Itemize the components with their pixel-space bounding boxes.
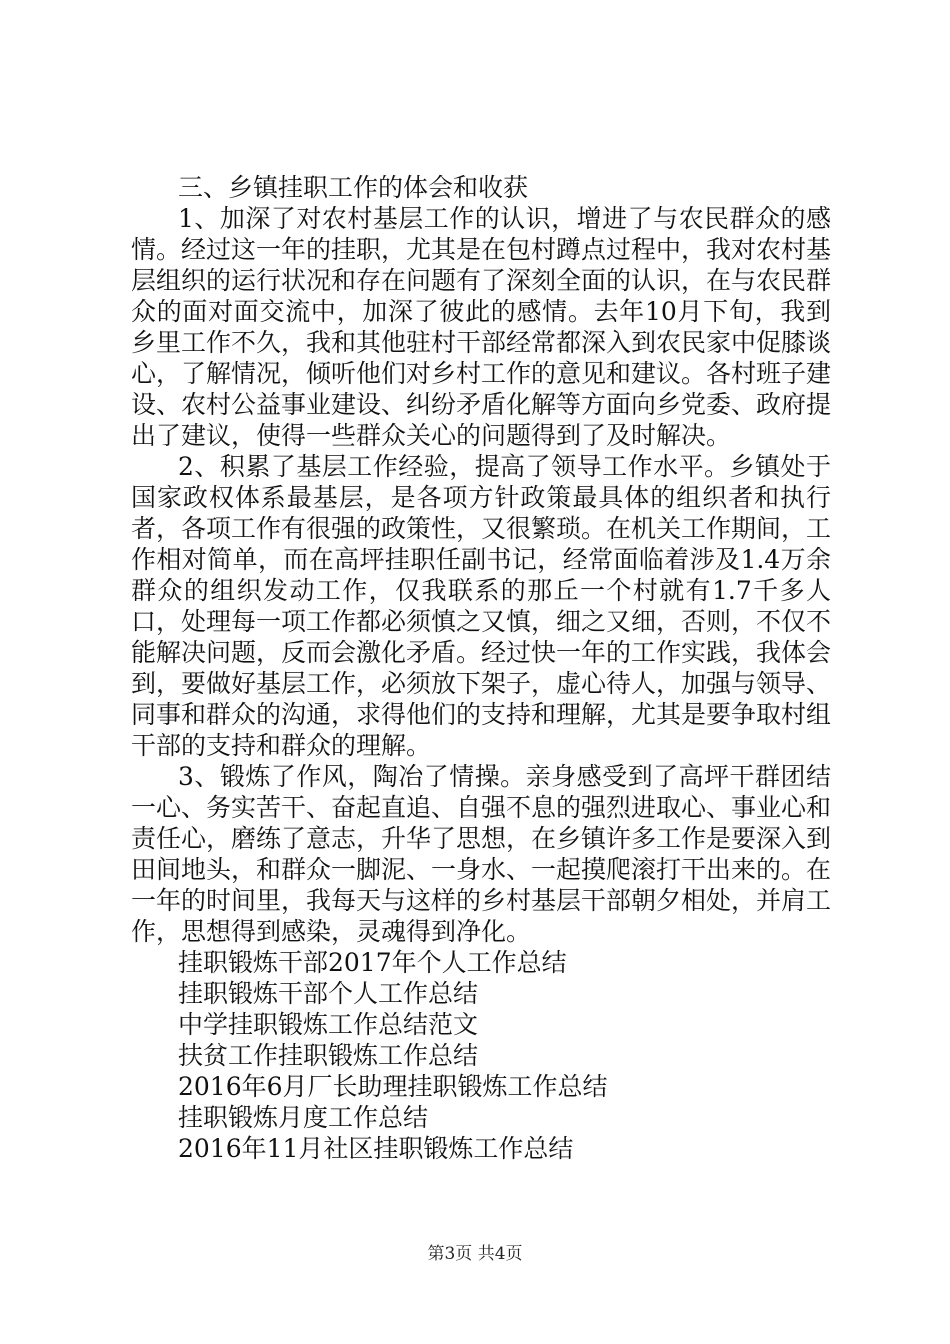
paragraph-2: 2、积累了基层工作经验，提高了领导工作水平。乡镇处于国家政权体系最基层，是各项方针政策最具体的组织者和执行者，各项工作有很强的政策性，又很繁琐。在机关工作期间，工作相对简单，而在高坪挂职任副书记，经常面临着涉及1.4万余群众的组织发动工作，仅我联系的那丘一个村就有1.7千多人口，处理每一项工作都必须慎之又慎，细之又细，否则，不仅不能解决问题，反而会激化矛盾。经过快一年的工作实践，我体会到，要做好基层工作，必须放下架子，虚心待人，加强与领导、同事和群众的沟通，求得他们的支持和理解，尤其是要争取村组干部的支持和群众的理解。: [131, 452, 832, 760]
related-title: 挂职锻炼月度工作总结: [178, 1103, 429, 1132]
related-title: 挂职锻炼干部2017年个人工作总结: [178, 948, 567, 977]
related-title: 2016年6月厂长助理挂职锻炼工作总结: [178, 1072, 608, 1101]
document-body: [131, 172, 831, 1164]
section-heading: 三、乡镇挂职工作的体会和收获: [178, 173, 529, 202]
page-footer: 第3页 共4页: [427, 1244, 523, 1264]
related-title: 扶贫工作挂职锻炼工作总结: [178, 1041, 479, 1070]
paragraph-3: 3、锻炼了作风，陶冶了情操。亲身感受到了高坪干群团结一心、务实苦干、奋起直追、自强不息的强烈进取心、事业心和责任心，磨练了意志，升华了思想，在乡镇许多工作是要深入到田间地头，和群众一脚泥、一身水、一起摸爬滚打干出来的。在一年的时间里，我每天与这样的乡村基层干部朝夕相处，并肩工作，思想得到感染，灵魂得到净化。: [131, 762, 832, 946]
related-title: 挂职锻炼干部个人工作总结: [178, 979, 479, 1008]
related-title: 中学挂职锻炼工作总结范文: [178, 1010, 479, 1039]
related-title: 2016年11月社区挂职锻炼工作总结: [178, 1134, 574, 1163]
related-titles-list: [131, 947, 831, 1164]
paragraph-1: 1、加深了对农村基层工作的认识，增进了与农民群众的感情。经过这一年的挂职，尤其是在包村蹲点过程中，我对农村基层组织的运行状况和存在问题有了深刻全面的认识，在与农民群众的面对面交流中，加深了彼此的感情。去年10月下旬，我到乡里工作不久，我和其他驻村干部经常都深入到农民家中促膝谈心，了解情况，倾听他们对乡村工作的意见和建议。各村班子建设、农村公益事业建设、纠纷矛盾化解等方面向乡党委、政府提出了建议，使得一些群众关心的问题得到了及时解决。: [131, 204, 832, 450]
